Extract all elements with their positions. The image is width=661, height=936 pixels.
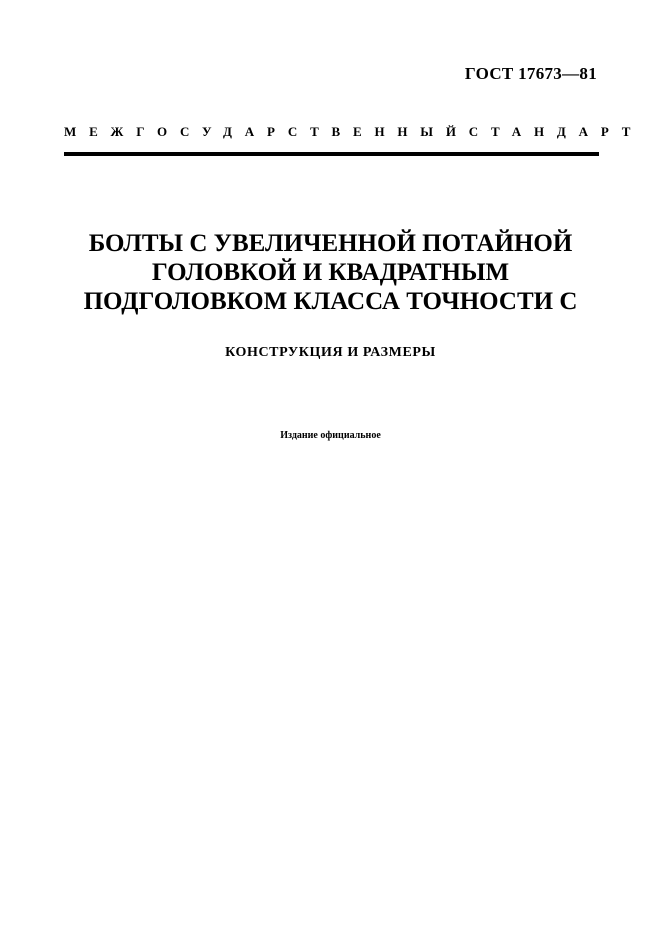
title-line-2: ГОЛОВКОЙ И КВАДРАТНЫМ — [151, 259, 510, 286]
header-rule — [64, 152, 599, 156]
document-subtitle: КОНСТРУКЦИЯ И РАЗМЕРЫ — [225, 345, 436, 360]
document-title — [30, 229, 631, 316]
title-line-1: БОЛТЫ С УВЕЛИЧЕННОЙ ПОТАЙНОЙ — [88, 230, 573, 257]
title-line-3: ПОДГОЛОВКОМ КЛАССА ТОЧНОСТИ С — [83, 288, 578, 315]
document-number: ГОСТ 17673—81 — [464, 64, 597, 83]
edition-note: Издание официальное — [280, 430, 381, 441]
standard-type-word-interstate: МЕЖГОСУДАРСТВЕННЫЙ — [64, 124, 469, 139]
standard-type-line — [64, 124, 644, 140]
standard-type-word-standard: СТАНДАРТ — [468, 124, 644, 139]
